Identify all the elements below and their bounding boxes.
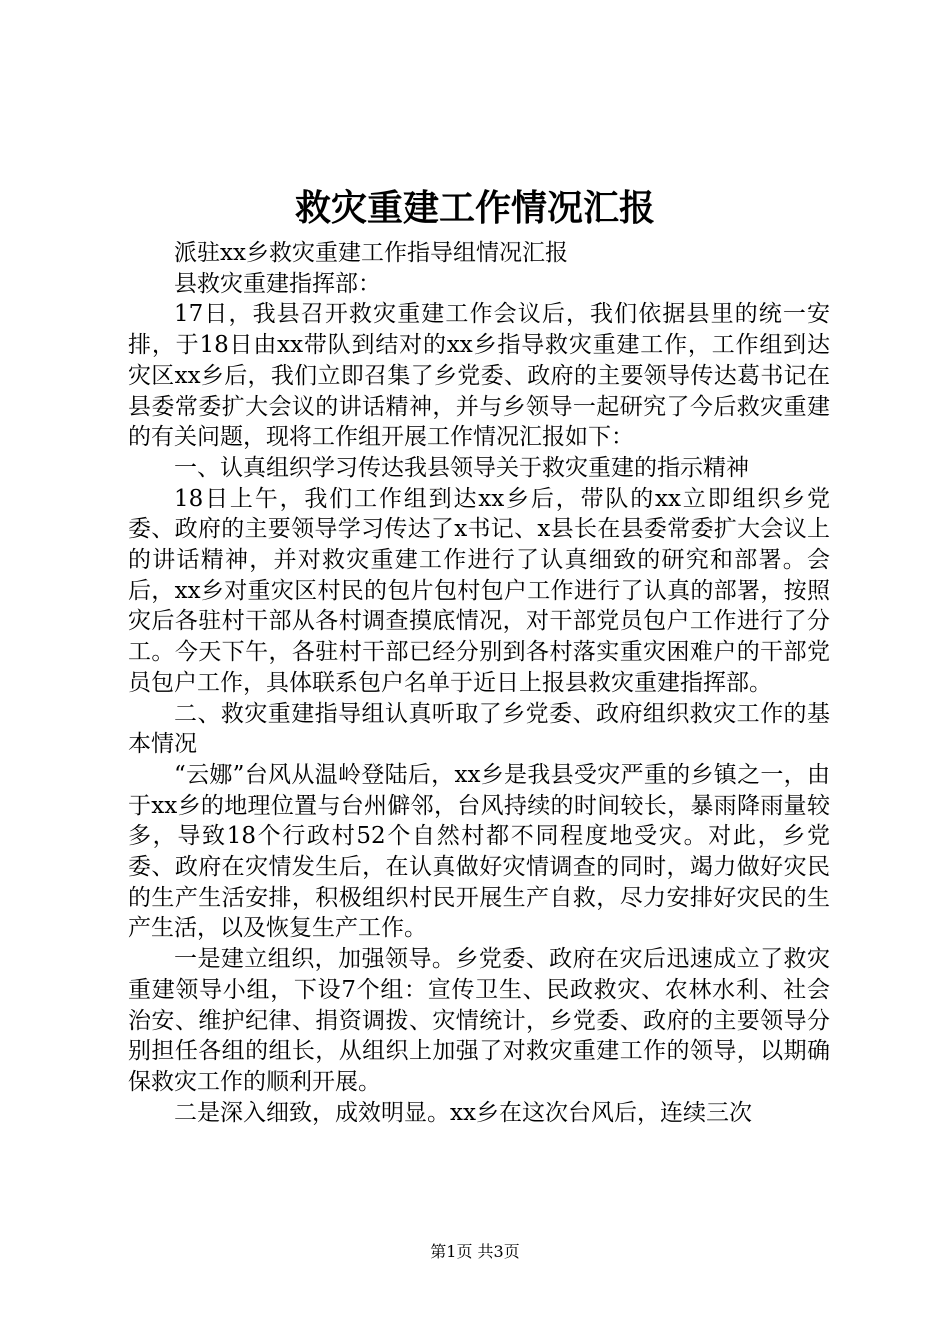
document-body xyxy=(128,238,830,1128)
page-footer: 第1页 共3页 xyxy=(430,1242,520,1261)
paragraph-subtitle: 派驻xx乡救灾重建工作指导组情况汇报 xyxy=(174,240,568,266)
paragraph-intro: 17日，我县召开救灾重建工作会议后，我们依据县里的统一安排，于18日由xx带队到结对的xx乡指导救灾重建工作，工作组到达灾区xx乡后，我们立即召集了乡党委、政府的主要领导传达葛书记在县委常委扩大会议的讲话精神，并与乡领导一起研究了今后救灾重建的有关问题，现将工作组开展工作情况汇报如下： xyxy=(128,301,830,451)
paragraph-point-2: 二是深入细致，成效明显。xx乡在这次台风后，连续三次 xyxy=(174,1099,752,1126)
paragraph-section-1: 18日上午，我们工作组到达xx乡后，带队的xx立即组织乡党委、政府的主要领导学习传达了x书记、x县长在县委常委扩大会议上的讲话精神，并对救灾重建工作进行了认真细致的研究和部署。会后，xx乡对重灾区村民的包片包村包户工作进行了认真的部署，按照灾后各驻村干部从各村调查摸底情况，对干部党员包户工作进行了分工。今天下午，各驻村干部已经分别到各村落实重灾困难户的干部党员包户工作，具体联系包户名单于近日上报县救灾重建指挥部。 xyxy=(128,485,830,696)
paragraph-addressee: 县救灾重建指挥部： xyxy=(174,270,381,297)
section-heading-1: 一、认真组织学习传达我县领导关于救灾重建的指示精神 xyxy=(174,454,749,481)
paragraph-section-2: “云娜”台风从温岭登陆后，xx乡是我县受灾严重的乡镇之一，由于xx乡的地理位置与台州僻邻，台风持续的时间较长，暴雨降雨量较多，导致18个行政村52个自然村都不同程度地受灾。对此，乡党委、政府在灾情发生后，在认真做好灾情调查的同时，竭力做好灾民的生产生活安排，积极组织村民开展生产自救，尽力安排好灾民的生产生活，以及恢复生产工作。 xyxy=(128,761,830,942)
paragraph-point-1: 一是建立组织，加强领导。乡党委、政府在灾后迅速成立了救灾重建领导小组，下设7个组：宣传卫生、民政救灾、农林水利、社会治安、维护纪律、捐资调拨、灾情统计，乡党委、政府的主要领导分别担任各组的组长，从组织上加强了对救灾重建工作的领导，以期确保救灾工作的顺利开展。 xyxy=(128,946,830,1095)
document-title: 救灾重建工作情况汇报 xyxy=(294,187,655,229)
section-heading-2: 二、救灾重建指导组认真听取了乡党委、政府组织救灾工作的基本情况 xyxy=(128,700,830,758)
